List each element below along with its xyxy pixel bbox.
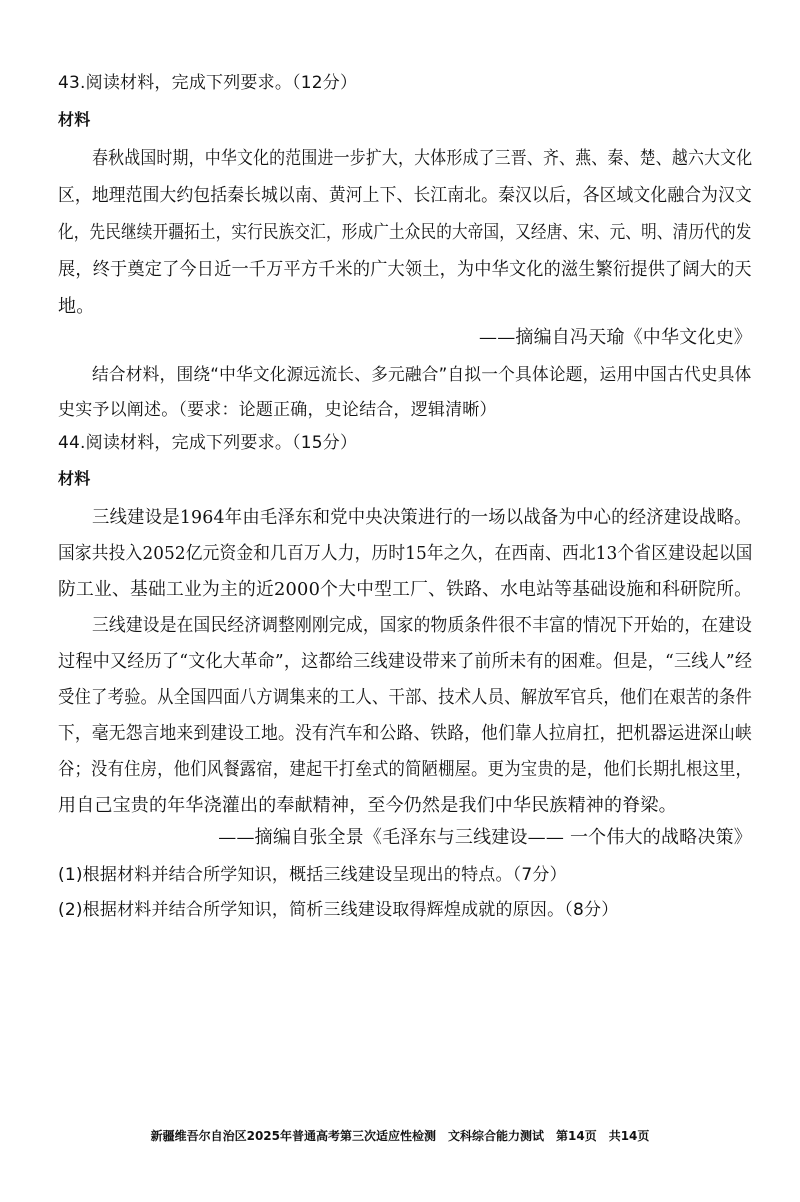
q44-heading: 44.阅读材料，完成下列要求。（15分） — [58, 433, 358, 453]
q44-p2-line-4: 下，毫无怨言地来到建设工地。没有汽车和公路、铁路，他们靠人拉肩扛，把机器运进深山峡 — [58, 723, 752, 744]
q43-material-label: 材料 — [58, 110, 91, 129]
q44-p2-line-1: 三线建设是在国民经济调整刚刚完成，国家的物质条件很不丰富的情况下开始的，在建设 — [92, 615, 753, 636]
q44-p2-line-5: 谷；没有住房，他们风餐露宿，建起干打垒式的简陋棚屋。更为宝贵的是，他们长期扎根这里， — [58, 759, 753, 780]
q44-sub-question-2: (2)根据材料并结合所学知识，简析三线建设取得辉煌成就的原因。（8分） — [58, 900, 619, 920]
q44-sub-question-1: (1)根据材料并结合所学知识，概括三线建设呈现出的特点。（7分） — [58, 865, 567, 885]
page-footer: 新疆维吾尔自治区2025年普通高考第三次适应性检测 文科综合能力测试 第14页 共14页 — [150, 1129, 650, 1143]
q43-para-line-3: 化，先民继续开疆拓土，实行民族交汇，形成广土众民的大帝国，又经唐、宋、元、明、清历代的发 — [58, 222, 752, 243]
q43-heading: 43.阅读材料，完成下列要求。（12分） — [58, 73, 358, 93]
q44-p1-line-2: 国家共投入2052亿元资金和几百万人力，历时15年之久，在西南、西北13个省区建设起以国 — [58, 543, 753, 564]
q44-p2-line-6: 用自己宝贵的年华浇灌出的奉献精神，至今仍然是我们中华民族精神的脊梁。 — [58, 795, 677, 816]
q44-material-label: 材料 — [58, 469, 91, 488]
q44-p1-line-3: 防工业、基础工业为主的近2000个大中型工厂、铁路、水电站等基础设施和科研院所。 — [58, 579, 753, 600]
q43-para-line-2: 区，地理范围大约包括秦长城以南、黄河上下、长江南北。秦汉以后，各区域文化融合为汉文 — [58, 185, 752, 206]
q43-task-line-2: 史实予以阐述。（要求：论题正确，史论结合，逻辑清晰） — [58, 400, 497, 420]
q44-p2-line-3: 受住了考验。从全国四面八方调集来的工人、干部、技术人员、解放军官兵，他们在艰苦的条件 — [58, 687, 753, 708]
q43-para-line-1: 春秋战国时期，中华文化的范围进一步扩大，大体形成了三晋、齐、燕、秦、楚、越六大文化 — [92, 148, 753, 169]
q43-para-line-4: 展，终于奠定了今日近一千万平方千米的广大领土，为中华文化的滋生繁衍提供了阔大的天 — [58, 259, 752, 280]
q43-source: ——摘编自冯天瑜《中华文化史》 — [479, 327, 752, 348]
q43-task-line-1: 结合材料，围绕“中华文化源远流长、多元融合”自拟一个具体论题，运用中国古代史具体 — [92, 365, 752, 385]
q44-source: ——摘编自张全景《毛泽东与三线建设—— 一个伟大的战略决策》 — [218, 827, 752, 848]
q43-para-line-5: 地。 — [58, 296, 95, 317]
q44-p1-line-1: 三线建设是1964年由毛泽东和党中央决策进行的一场以战备为中心的经济建设战略。 — [92, 507, 752, 528]
q44-p2-line-2: 过程中又经历了“文化大革命”，这都给三线建设带来了前所未有的困难。但是，“三线人”经 — [58, 651, 753, 672]
